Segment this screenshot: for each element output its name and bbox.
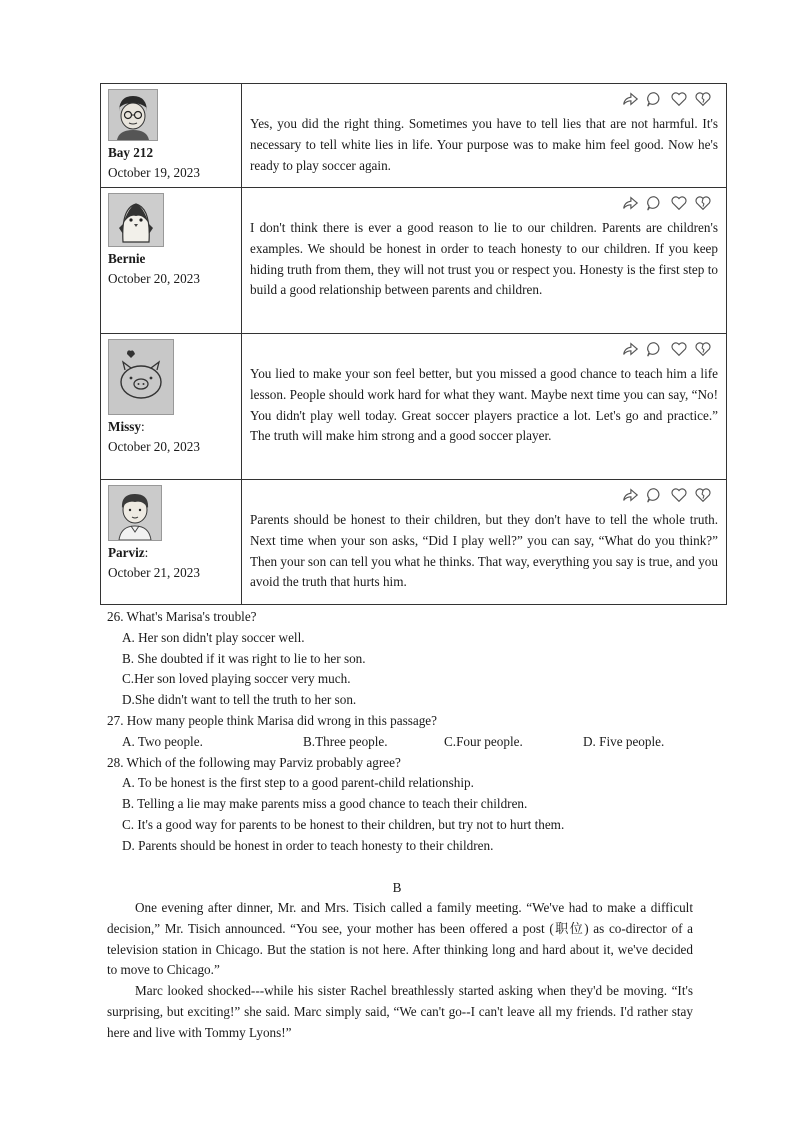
answer-option[interactable]: A. To be honest is the first step to a good parent-child relationship.	[122, 775, 474, 791]
comment-icon[interactable]	[645, 90, 663, 108]
passage-paragraph: One evening after dinner, Mr. and Mrs. Tisich called a family meeting. “We've had to make a difficult decision,” Mr. Tisich announced. “You see, your mother has been offered a post (职位) as co-director of a television station in Chicago. But the station is not here. After thinking long and hard about it, we've decided to move to Chicago.”	[107, 900, 693, 978]
avatar[interactable]	[108, 339, 174, 415]
comment-row	[101, 334, 727, 480]
message-cell	[242, 84, 727, 188]
question-stem: 28. Which of the following may Parviz probably agree?	[107, 754, 401, 770]
question-stem: 26. What's Marisa's trouble?	[107, 609, 257, 624]
answer-options-row	[122, 732, 707, 753]
comment-text: Yes, you did the right thing. Sometimes you have to tell lies that are not harmful. It's necessary to tell white lies in life. Your purpose was to make him feel good. Now he's ready to play soccer again.	[250, 116, 718, 173]
answer-option[interactable]: C.Four people.	[444, 733, 523, 749]
username[interactable]	[108, 543, 241, 563]
comment-date: October 19, 2023	[108, 165, 200, 180]
comment-row	[101, 84, 727, 188]
comment-text: I don't think there is ever a good reason to lie to our children. Parents are children's examples. We should be honest in order to teach honesty to our children. If you keep hiding truth from them, they will not trust you or respect you. Honesty is the first step to build a good relationship between parents and children.	[250, 220, 718, 298]
share-icon[interactable]	[621, 340, 639, 358]
comment-row	[101, 480, 727, 605]
user-cell	[101, 84, 242, 188]
avatar[interactable]	[108, 89, 158, 141]
answer-option[interactable]: A. Her son didn't play soccer well.	[122, 629, 305, 645]
username[interactable]: Bernie	[108, 251, 146, 266]
answer-option[interactable]: D.She didn't want to tell the truth to her son.	[122, 692, 357, 708]
message-cell	[242, 480, 727, 605]
broken-heart-icon[interactable]	[694, 90, 712, 108]
passage-paragraph: Marc looked shocked---while his sister Rachel breathlessly started asking when they'd be moving. “It's surprising, but exciting!” she said. Marc simply said, “We can't go--I can't leave all my friends. I'd rather stay here and live with Tommy Lyons!”	[107, 983, 693, 1040]
heart-icon[interactable]	[670, 90, 688, 108]
comment-date: October 21, 2023	[108, 565, 200, 580]
action-bar	[250, 486, 718, 510]
question-list	[107, 607, 707, 857]
user-cell	[101, 480, 242, 605]
comment-text: Parents should be honest to their children, but they don't have to tell the whole truth. Next time when your son asks, “Did I play well?” you can say, “What do you think?” Then your son can tell you what he thinks. That way, everything you say is true, and you avoid the truth that hurts him.	[250, 512, 718, 590]
comment-date: October 20, 2023	[108, 271, 200, 286]
action-bar	[250, 340, 718, 364]
answer-option[interactable]: B.Three people.	[303, 733, 388, 749]
answer-option[interactable]: B. She doubted if it was right to lie to her son.	[122, 650, 366, 666]
answer-option[interactable]: D. Parents should be honest in order to teach honesty to their children.	[122, 837, 494, 853]
username-text[interactable]: Parviz	[108, 545, 145, 560]
share-icon[interactable]	[621, 486, 639, 504]
action-bar	[250, 194, 718, 218]
answer-option[interactable]: C.Her son loved playing soccer very much.	[122, 671, 351, 687]
comment-table	[100, 83, 727, 605]
username-colon: :	[140, 419, 145, 434]
action-bar	[250, 90, 718, 114]
question-stem: 27. How many people think Marisa did wrong in this passage?	[107, 712, 437, 728]
broken-heart-icon[interactable]	[694, 340, 712, 358]
broken-heart-icon[interactable]	[694, 486, 712, 504]
user-cell	[101, 188, 242, 334]
username-text[interactable]: Missy	[108, 419, 141, 434]
answer-option[interactable]: A. Two people.	[122, 733, 203, 749]
avatar[interactable]	[108, 193, 164, 247]
share-icon[interactable]	[621, 90, 639, 108]
comment-date: October 20, 2023	[108, 439, 200, 454]
answer-option[interactable]: D. Five people.	[583, 733, 665, 749]
message-cell	[242, 334, 727, 480]
comment-row	[101, 188, 727, 334]
comment-icon[interactable]	[645, 486, 663, 504]
username[interactable]	[108, 417, 241, 437]
message-cell	[242, 188, 727, 334]
heart-icon[interactable]	[670, 486, 688, 504]
username[interactable]: Bay 212	[108, 145, 154, 160]
user-cell	[101, 334, 242, 480]
reading-passage	[107, 898, 693, 1044]
comment-text: You lied to make your son feel better, but you missed a good chance to teach him a life lesson. People should work hard for what they want. Maybe next time you can say, “No! You didn't play well today. Great soccer players practice a lot. Let's go and practice.” The truth will make him strong and a good soccer player.	[250, 366, 718, 444]
username-colon: :	[144, 545, 149, 560]
share-icon[interactable]	[621, 194, 639, 212]
answer-option[interactable]: C. It's a good way for parents to be honest to their children, but try not to hurt them.	[122, 816, 565, 832]
avatar[interactable]	[108, 485, 162, 541]
heart-icon[interactable]	[670, 194, 688, 212]
heart-icon[interactable]	[670, 340, 688, 358]
answer-option[interactable]: B. Telling a lie may make parents miss a good chance to teach their children.	[122, 796, 528, 812]
section-heading: B	[392, 880, 402, 895]
comment-icon[interactable]	[645, 340, 663, 358]
comment-icon[interactable]	[645, 194, 663, 212]
broken-heart-icon[interactable]	[694, 194, 712, 212]
